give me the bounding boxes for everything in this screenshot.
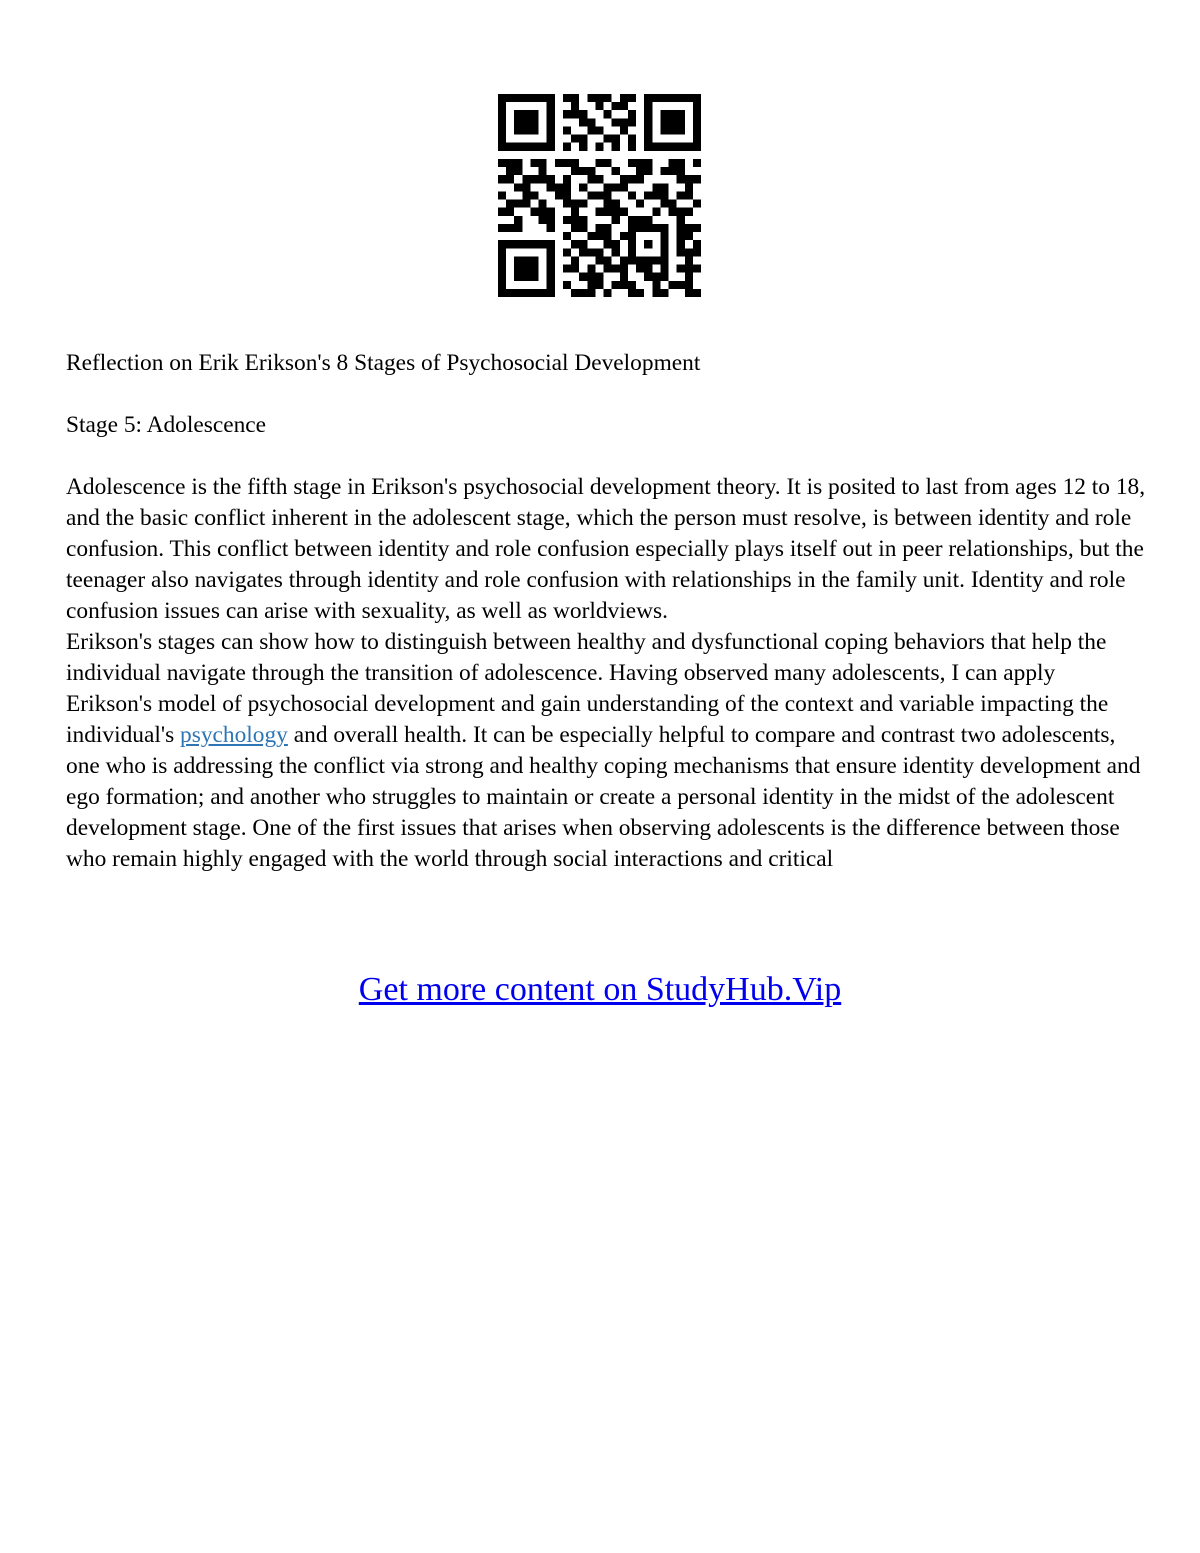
document-title: Reflection on Erik Erikson's 8 Stages of Psychosocial Development [66, 350, 701, 376]
stage-heading: Stage 5: Adolescence [66, 412, 267, 438]
qr-code-icon[interactable] [498, 94, 701, 297]
document-body [66, 348, 1146, 875]
psychology-link[interactable]: psychology [180, 722, 288, 748]
studyhub-link[interactable]: Get more content on StudyHub.Vip [358, 971, 842, 1008]
paragraph-2-text-before: Erikson's stages can show how to distinguish between healthy and dysfunctional coping behaviors that help the individual navigate through the transition of adolescence. Having observed many adolescents, I can apply Erikson's model of psychosocial development and gain understanding of the context and variable impacting the individual's [66, 629, 1109, 748]
paragraph-2 [66, 627, 1146, 875]
footer [0, 970, 1200, 1010]
paragraph-2-text-after: and overall health. It can be especially helpful to compare and contrast two adolescents, one who is addressing the conflict via strong and healthy coping mechanisms that ensure identity development and ego formation; and another who struggles to maintain or create a personal identity in the midst of the adolescent development stage. One of the first issues that arises when observing adolescents is the difference between those who remain highly engaged with the world through social interactions and critical [66, 722, 1141, 872]
paragraph-1: Adolescence is the fifth stage in Erikson's psychosocial development theory. It is posited to last from ages 12 to 18, and the basic conflict inherent in the adolescent stage, which the person must resolve, is between identity and role confusion. This conflict between identity and role confusion especially plays itself out in peer relationships, but the teenager also navigates through identity and role confusion with relationships in the family unit. Identity and role confusion issues can arise with sexuality, as well as worldviews. [66, 474, 1146, 624]
